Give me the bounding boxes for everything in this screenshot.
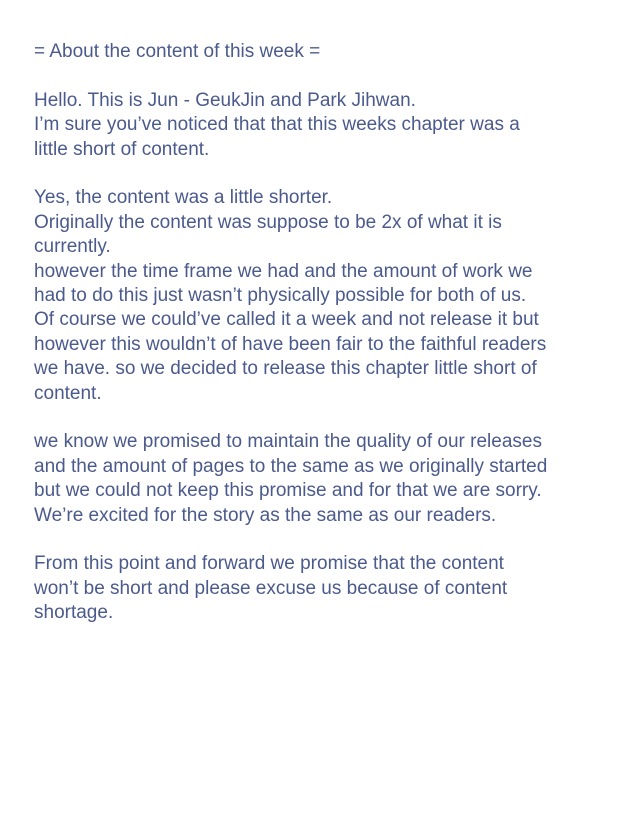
paragraph-4-line-2: won’t be short and please excuse us because of content	[34, 577, 508, 599]
paragraph-3-line-3: but we could not keep this promise and for that we are sorry.	[34, 480, 542, 502]
paragraph-2-line-6: Of course we could’ve called it a week and not release it but	[34, 309, 539, 331]
paragraph-2-line-1: Yes, the content was a little shorter.	[34, 187, 333, 209]
spacer	[34, 64, 614, 88]
notice-heading: = About the content of this week =	[34, 41, 321, 62]
paragraph-2-line-9: content.	[34, 382, 102, 404]
paragraph-3-line-1: we know we promised to maintain the quality of our releases	[34, 431, 542, 453]
spacer	[34, 162, 614, 186]
paragraph-3-line-2: and the amount of pages to the same as we originally started	[34, 455, 548, 477]
paragraph-2-line-4: however the time frame we had and the amount of work we	[34, 260, 533, 282]
notice-text	[34, 40, 614, 626]
spacer	[34, 528, 614, 552]
paragraph-1-line-3: little short of content.	[34, 138, 210, 160]
paragraph-2-line-5: had to do this just wasn’t physically possible for both of us.	[34, 285, 527, 307]
paragraph-1-line-2: I’m sure you’ve noticed that that this weeks chapter was a	[34, 114, 520, 136]
paragraph-2-line-3: currently.	[34, 236, 111, 258]
paragraph-2-line-8: we have. so we decided to release this chapter little short of	[34, 358, 537, 380]
paragraph-4-line-3: shortage.	[34, 602, 114, 624]
paragraph-2-line-2: Originally the content was suppose to be 2x of what it is	[34, 211, 502, 233]
paragraph-1-line-1: Hello. This is Jun - GeukJin and Park Jihwan.	[34, 89, 416, 111]
paragraph-2-line-7: however this wouldn’t of have been fair to the faithful readers	[34, 333, 547, 355]
paragraph-3-line-4: We’re excited for the story as the same as our readers.	[34, 504, 497, 526]
spacer	[34, 406, 614, 430]
paragraph-4-line-1: From this point and forward we promise that the content	[34, 553, 504, 575]
